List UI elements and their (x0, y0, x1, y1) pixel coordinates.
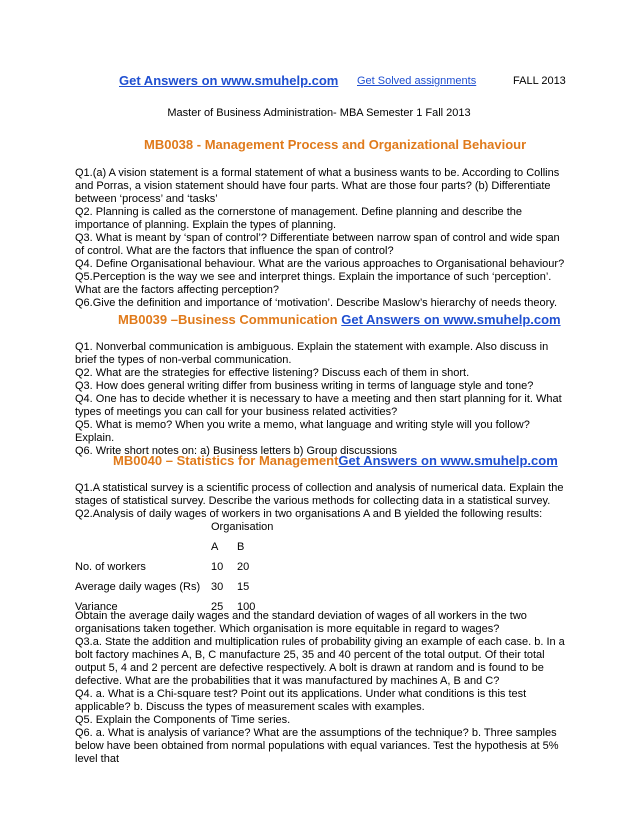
course-title-text: MB0040 – Statistics for Management (113, 453, 339, 468)
cell-a: 10 (211, 561, 224, 573)
question-item: Q3.a. State the addition and multiplication rules of probability giving an example of each case. b. In a bolt factory machines A, B, C manufacture 25, 35 and 40 percent of the total output. Of their total output 5, 4 and 2 percent are defective respectively. A bolt is drawn at random and is found to be defective. What are the probabilities that it was manufactured by machines A, B and C? (75, 636, 565, 687)
row-label: Average daily wages (Rs) (75, 581, 201, 593)
cell-b: 100 (237, 601, 256, 613)
course-title-mb0039 (118, 312, 561, 327)
column-header-a: A (211, 541, 219, 553)
course-title-text: MB0039 –Business Communication (118, 312, 338, 327)
question-item: Q5.Perception is the way we see and interpret things. Explain the importance of such ‘perception’. What are the factors affecting perception? (75, 271, 552, 296)
question-item: Q4. Define Organisational behaviour. What are the various approaches to Organisational behaviour? (75, 258, 565, 270)
question-item: Q1.A statistical survey is a scientific process of collection and analysis of numerical data. Explain the stages of statistical survey. Describe the various methods for collecting data in a statistical survey. (75, 482, 564, 507)
row-label: Variance (75, 601, 118, 613)
question-item: Q6. Write short notes on: a) Business letters b) Group discussions (75, 445, 397, 457)
question-item: Q6.Give the definition and importance of ‘motivation’. Describe Maslow’s hierarchy of needs theory. (75, 297, 557, 309)
solved-assignments-link[interactable]: Get Solved assignments (357, 75, 477, 87)
row-label: No. of workers (75, 561, 146, 573)
section-mb0038-questions (75, 167, 565, 310)
question-item: Q5. Explain the Components of Time series. (75, 714, 291, 726)
program-subheading: Master of Business Administration- MBA Semester 1 Fall 2013 (167, 107, 471, 119)
table-row (75, 517, 277, 537)
question-item: Q2. What are the strategies for effective listening? Discuss each of them in short. (75, 367, 470, 379)
course-title-mb0040 (113, 453, 558, 468)
page-header (0, 73, 638, 93)
column-header-b: B (237, 541, 245, 553)
section-mb0040-questions (75, 610, 565, 766)
question-item: Q1.(a) A vision statement is a formal statement of what a business wants to be. According to Collins and Porras, a vision statement should have four parts. What are those four parts? (b) Differentiate between ‘process’ and ‘tasks’ (75, 167, 560, 205)
question-item: Q2. Planning is called as the cornerstone of management. Define planning and describe the importance of planning. Explain the types of planning. (75, 206, 523, 231)
question-item: Q2.Analysis of daily wages of workers in two organisations A and B yielded the following results: (75, 508, 543, 520)
cell-a: 30 (211, 581, 224, 593)
section-mb0040-intro (75, 482, 565, 521)
cell-b: 15 (237, 581, 250, 593)
table-group-header: Organisation (211, 521, 274, 533)
table-row (75, 537, 277, 557)
answers-link[interactable]: Get Answers on www.smuhelp.com (119, 73, 339, 88)
question-item: Q1. Nonverbal communication is ambiguous. Explain the statement with example. Also discuss in brief the types of non-verbal communication. (75, 341, 549, 366)
cell-b: 20 (237, 561, 250, 573)
answers-link[interactable]: Get Answers on www.smuhelp.com (338, 453, 558, 468)
question-item: Q4. a. What is a Chi-square test? Point out its applications. Under what conditions is this test applicable? b. Discuss the types of measurement scales with examples. (75, 688, 527, 713)
cell-a: 25 (211, 601, 224, 613)
term-label: FALL 2013 (513, 75, 566, 87)
question-item: Q4. One has to decide whether it is necessary to have a meeting and then start planning for it. What types of meetings you can call for your business related activities? (75, 393, 562, 418)
answers-link[interactable]: Get Answers on www.smuhelp.com (341, 312, 561, 327)
table-row (75, 577, 277, 597)
question-item: Q5. What is memo? When you write a memo, what language and writing style will you follow? Explain. (75, 419, 530, 444)
question-item: Q6. a. What is analysis of variance? What are the assumptions of the technique? b. Three samples below have been obtained from normal populations with equal variances. Test the hypothesis at 5% level that (75, 727, 559, 765)
table-row (75, 557, 277, 577)
question-item: Q3. What is meant by ‘span of control’? Differentiate between narrow span of control and wide span of control. What are the factors that influence the span of control? (75, 232, 560, 257)
section-mb0039-questions (75, 341, 565, 458)
question-item: Q3. How does general writing differ from business writing in terms of language style and tone? (75, 380, 534, 392)
wages-table (75, 517, 277, 617)
course-title-mb0038: MB0038 - Management Process and Organizational Behaviour (144, 137, 527, 152)
question-item: Obtain the average daily wages and the standard deviation of wages of all workers in the two organisations taken together. Which organisation is more equitable in regard to wages? (75, 610, 527, 635)
